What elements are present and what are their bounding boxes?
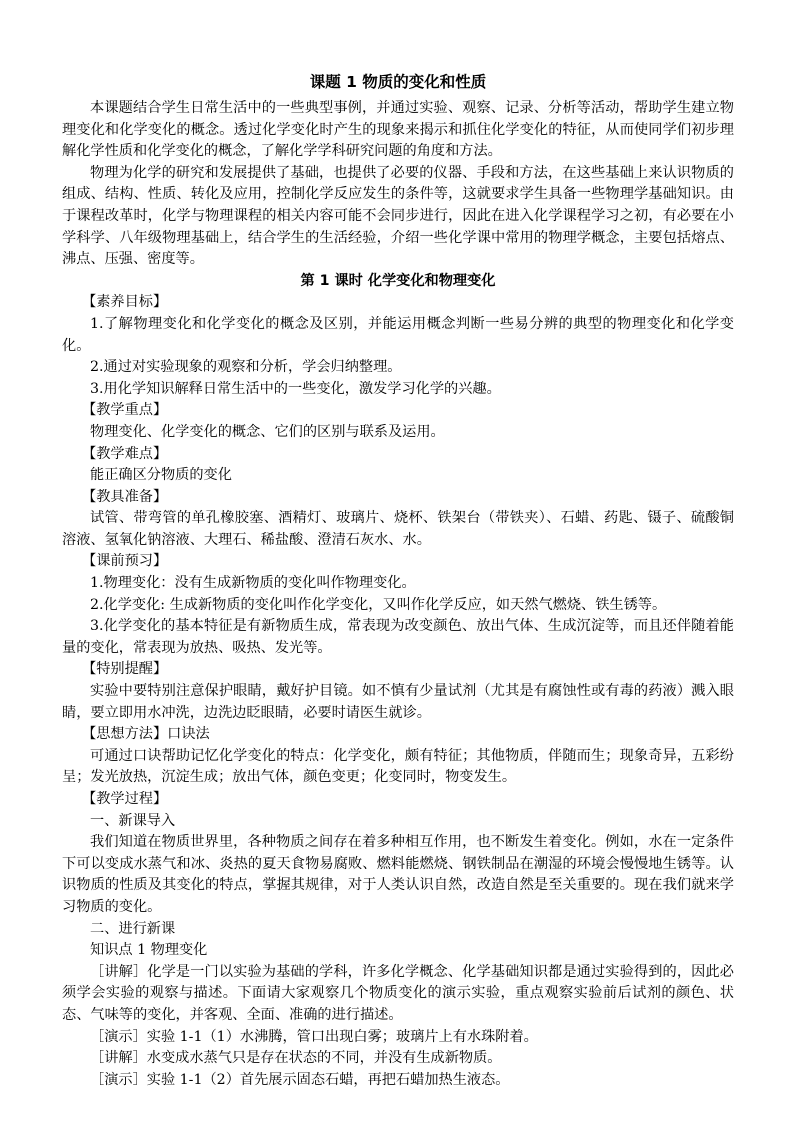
goal-item-1: 1.了解物理变化和化学变化的概念及区别，并能运用概念判断一些易分辨的典型的物理变化和化学变化。 bbox=[62, 315, 734, 354]
intro-paragraph-2: 物理为化学的研究和发展提供了基础，也提供了必要的仪器、手段和方法，在这些基础上来认识物质的组成、结构、性质、转化及应用，控制化学反应发生的条件等，这就要求学生具备一些物理学基础知识。由于课程改革时，化学与物理课程的相关内容可能不会同步进行，因此在进入化学课程学习之初，有必要在小学科学、八年级物理基础上，结合学生的生活经验，介绍一些化学课中常用的物理学概念，主要包括熔点、沸点、压强、密度等。 bbox=[62, 164, 734, 268]
reminder-text: 实验中要特别注意保护眼睛，戴好护目镜。如不慎有少量试剂（尤其是有腐蚀性或有毒的药液）溅入眼睛，要立即用水冲洗，边洗边眨眼睛，必要时请医生就诊。 bbox=[62, 683, 734, 721]
page-title: 课题 1 物质的变化和性质 bbox=[309, 73, 487, 91]
document-page bbox=[62, 70, 734, 1091]
materials-text: 试管、带弯管的单孔橡胶塞、酒精灯、玻璃片、烧杯、铁架台（带铁夹）、石蜡、药匙、镊子、硫酸铜溶液、氢氧化钠溶液、大理石、稀盐酸、澄清石灰水、水。 bbox=[62, 510, 734, 548]
section-1-heading: 一、新课导入 bbox=[90, 812, 176, 829]
key-points-text: 物理变化、化学变化的概念、它们的区别与联系及运用。 bbox=[90, 423, 445, 440]
lecture-2: ［讲解］水变成水蒸气只是存在状态的不同，并没有生成新物质。 bbox=[90, 1050, 502, 1067]
materials-header: 【教具准备】 bbox=[82, 488, 168, 505]
lesson-title: 第 1 课时 化学变化和物理变化 bbox=[300, 272, 496, 289]
difficulties-header: 【教学难点】 bbox=[82, 445, 168, 462]
preview-header: 【课前预习】 bbox=[82, 553, 168, 570]
section-2-heading: 二、进行新课 bbox=[90, 920, 176, 937]
preview-item-2: 2.化学变化: 生成新物质的变化叫作化学变化，又叫作化学反应，如天然气燃烧、铁生锈等。 bbox=[90, 596, 667, 613]
goals-header: 【素养目标】 bbox=[82, 294, 168, 311]
demo-2: ［演示］实验 1-1（2）首先展示固态石蜡，再把石蜡加热生液态。 bbox=[90, 1071, 510, 1088]
lecture-1: ［讲解］化学是一门以实验为基础的学科，许多化学概念、化学基础知识都是通过实验得到的，因此必须学会实验的观察与描述。下面请大家观察几个物质变化的演示实验，重点观察实验前后试剂的颜色、状态、气味等的变化，并客观、全面、准确的进行描述。 bbox=[62, 963, 734, 1023]
section-1-text: 我们知道在物质世界里，各种物质之间存在着多种相互作用，也不断发生着变化。例如，水在一定条件下可以变成水蒸气和冰、炎热的夏天食物易腐败、燃料能燃烧、钢铁制品在潮湿的环境会慢慢地生锈等。认识物质的性质及其变化的特点，掌握其规律，对于人类认识自然，改造自然是至关重要的。现在我们就来学习物质的变化。 bbox=[62, 834, 734, 915]
difficulties-text: 能正确区分物质的变化 bbox=[90, 467, 232, 484]
knowledge-point-1: 知识点 1 物理变化 bbox=[90, 942, 208, 959]
method-text: 可通过口诀帮助记忆化学变化的特点：化学变化，颇有特征；其他物质，伴随而生；现象奇异，五彩纷呈；发光放热，沉淀生成；放出气体，颜色变更；化变同时，物变发生。 bbox=[62, 747, 734, 786]
method-header: 【思想方法】口诀法 bbox=[82, 726, 210, 743]
key-points-header: 【教学重点】 bbox=[82, 402, 168, 419]
preview-item-1: 1.物理变化：没有生成新物质的变化叫作物理变化。 bbox=[90, 575, 416, 592]
process-header: 【教学过程】 bbox=[82, 791, 168, 807]
goal-item-2: 2.通过对实验现象的观察和分析，学会归纳整理。 bbox=[90, 359, 402, 376]
goal-item-3: 3.用化学知识解释日常生活中的一些变化，激发学习化学的兴趣。 bbox=[90, 380, 501, 397]
preview-item-3: 3.化学变化的基本特征是有新物质生成，常表现为改变颜色、放出气体、生成沉淀等，而且还伴随着能量的变化，常表现为放热、吸热、发光等。 bbox=[62, 618, 734, 656]
intro-paragraph-1: 本课题结合学生日常生活中的一些典型事例，并通过实验、观察、记录、分析等活动，帮助学生建立物理变化和化学变化的概念。透过化学变化时产生的现象来揭示和抓住化学变化的特征，从而使同学们初步理解化学性质和化学变化的概念，了解化学学科研究问题的角度和方法。 bbox=[62, 100, 734, 160]
demo-1: ［演示］实验 1-1（1）水沸腾，管口出现白雾；玻璃片上有水珠附着。 bbox=[90, 1028, 538, 1045]
reminder-header: 【特别提醒】 bbox=[82, 661, 168, 678]
